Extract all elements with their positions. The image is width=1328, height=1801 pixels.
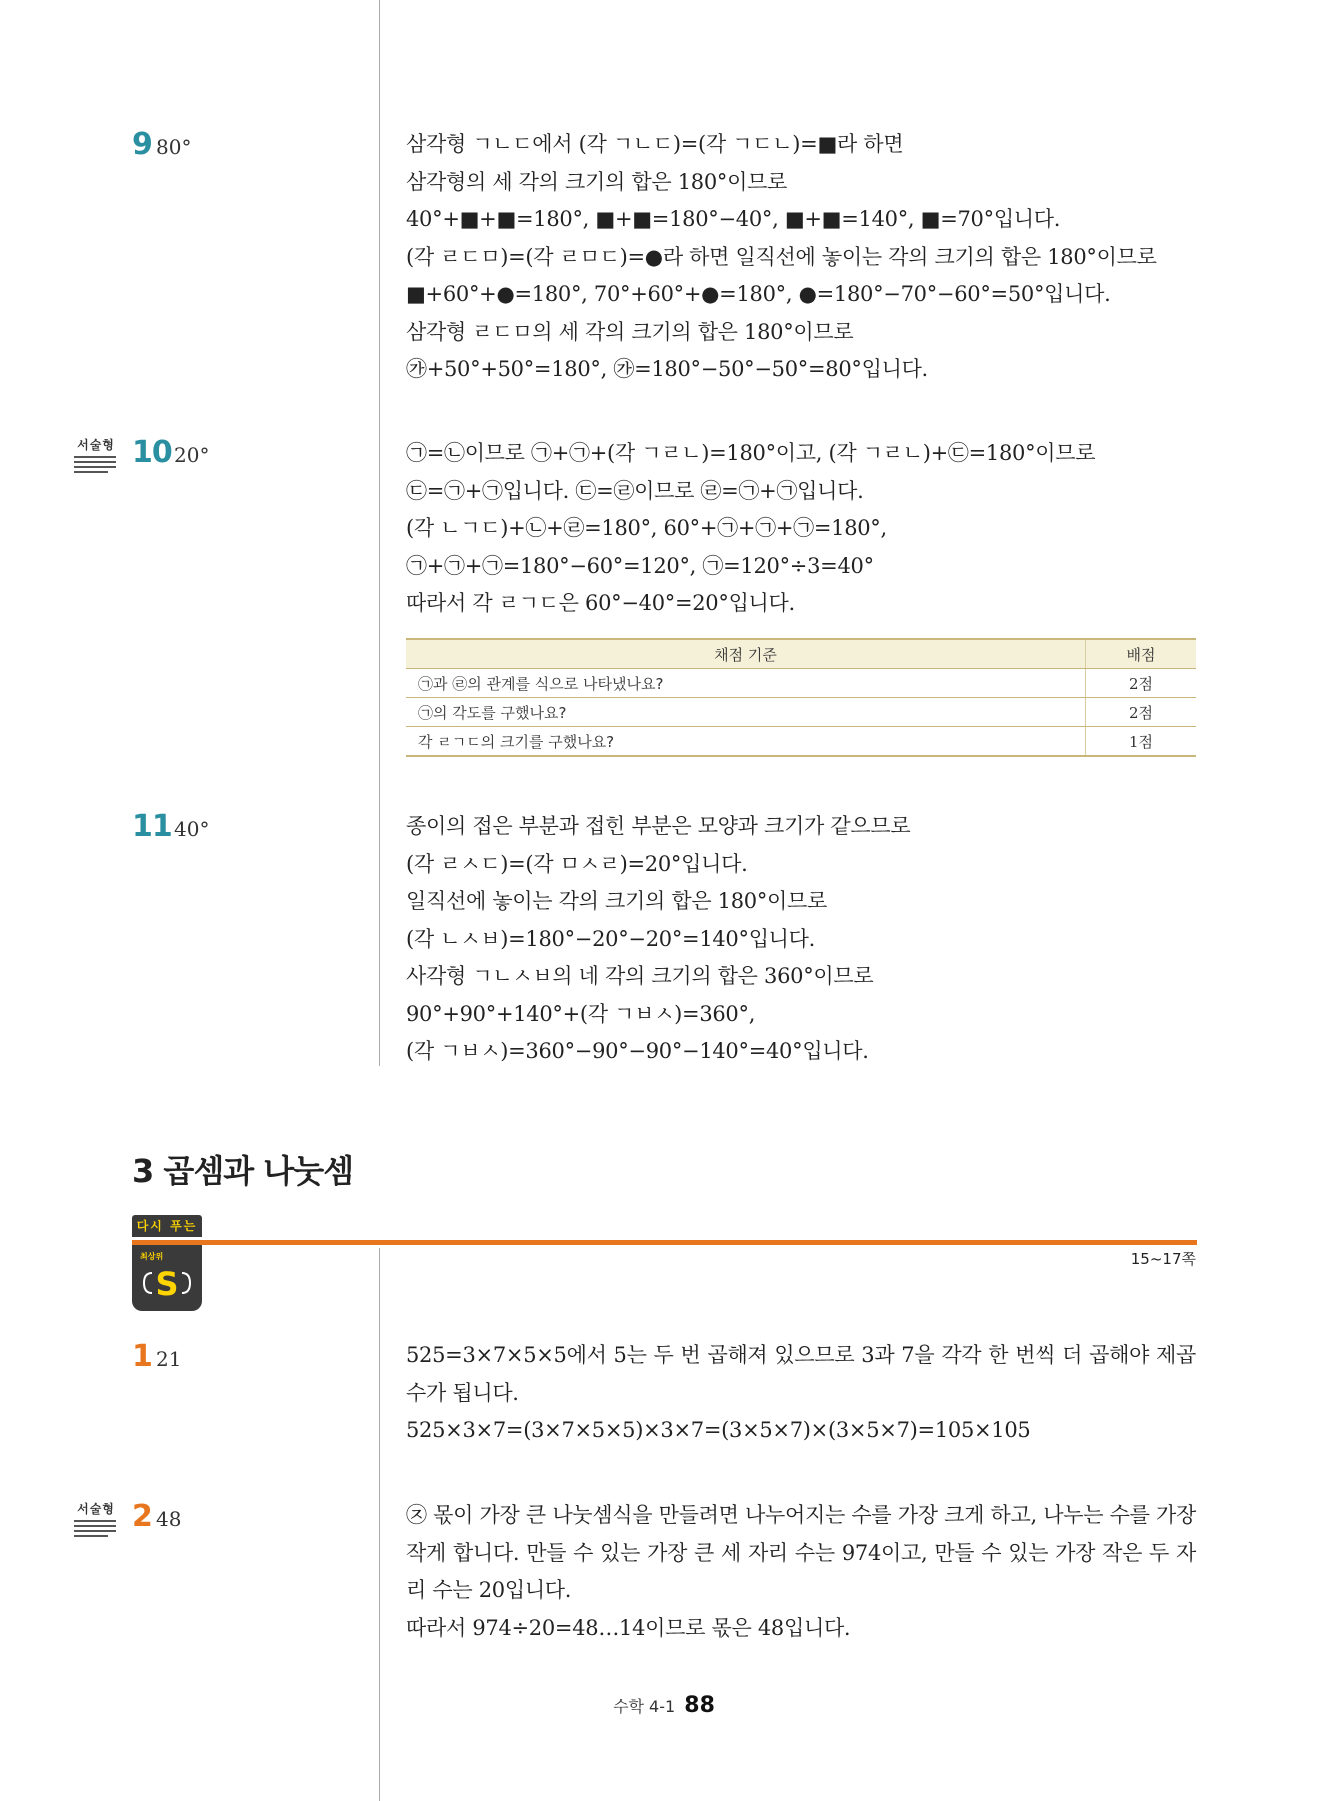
table-row — [406, 727, 1196, 757]
problem-answer: 20° — [174, 443, 210, 467]
problem-number: 11 — [132, 809, 172, 844]
solution-line: (각 ㄱㅂㅅ)=360°−90°−90°−140°=40°입니다. — [406, 1039, 869, 1063]
problem-9-solution — [406, 126, 1206, 389]
column-divider — [379, 0, 380, 1066]
s-logo-icon — [138, 1261, 196, 1305]
solution-line: 일직선에 놓이는 각의 크기의 합은 180°이므로 — [406, 889, 828, 913]
solution-line: ㉠=㉡이므로 ㉠+㉠+(각 ㄱㄹㄴ)=180°이고, (각 ㄱㄹㄴ)+㉢=180°이므로 — [406, 441, 1096, 465]
problem-answer: 80° — [156, 135, 192, 159]
solution-line: 삼각형 ㄱㄴㄷ에서 (각 ㄱㄴㄷ)=(각 ㄱㄷㄴ)=■라 하면 — [406, 132, 904, 156]
notepad-icon — [74, 456, 116, 473]
page-footer — [0, 1693, 1328, 1718]
scoring-table — [406, 638, 1196, 757]
top-level-label: 최상위 — [140, 1252, 164, 1261]
problem-1-solution — [406, 1337, 1196, 1450]
table-row — [406, 669, 1196, 698]
scoring-points: 1점 — [1086, 727, 1197, 757]
chapter-divider — [132, 1240, 1197, 1245]
solution-line: ㉢=㉠+㉠입니다. ㉢=㉣이므로 ㉣=㉠+㉠입니다. — [406, 478, 864, 503]
scoring-points-header: 배점 — [1086, 639, 1197, 669]
problem-answer: 40° — [174, 817, 210, 841]
scoring-header-row — [406, 639, 1196, 669]
essay-type-badge — [74, 436, 118, 476]
scoring-criteria: ㉠과 ㉣의 관계를 식으로 나타냈나요? — [406, 669, 1086, 698]
column-divider-lower — [379, 1248, 380, 1801]
s-logo-letter: S — [155, 1265, 179, 1303]
solution-line: ㉮+50°+50°=180°, ㉮=180°−50°−50°=80°입니다. — [406, 357, 928, 381]
problem-10-solution — [406, 435, 1206, 623]
solution-line: 사각형 ㄱㄴㅅㅂ의 네 각의 크기의 합은 360°이므로 — [406, 964, 874, 988]
solution-line: (각 ㄴㅅㅂ)=180°−20°−20°=140°입니다. — [406, 926, 816, 951]
solution-line: ■+60°+●=180°, 70°+60°+●=180°, ●=180°−70°−60°=50°입니다. — [406, 282, 1111, 306]
problem-number: 10 — [132, 435, 172, 470]
solution-line: 삼각형 ㄹㄷㅁ의 세 각의 크기의 합은 180°이므로 — [406, 319, 854, 344]
problem-number: 1 — [132, 1339, 152, 1374]
essay-type-label: 서술형 — [77, 438, 115, 452]
scoring-criteria-header: 채점 기준 — [406, 639, 1086, 669]
top-level-badge — [132, 1245, 202, 1311]
problem-11-solution — [406, 808, 1206, 1071]
solution-line: 525×3×7=(3×7×5×5)×3×7=(3×5×7)×(3×5×7)=105×105 — [406, 1418, 1031, 1442]
page-range: 15~17쪽 — [1130, 1250, 1196, 1268]
solution-line: ㉠+㉠+㉠=180°−60°=120°, ㉠=120°÷3=40° — [406, 553, 874, 578]
scoring-criteria: ㉠의 각도를 구했나요? — [406, 698, 1086, 727]
problem-number: 9 — [132, 127, 152, 162]
solution-line: 40°+■+■=180°, ■+■=180°−40°, ■+■=140°, ■=70°입니다. — [406, 207, 1061, 231]
problem-number: 2 — [132, 1499, 152, 1534]
solution-paragraph: 525=3×7×5×5에서 5는 두 번 곱해져 있으므로 3과 7을 각각 한 번씩 더 곱해야 제곱수가 됩니다. — [406, 1343, 1196, 1405]
solution-paragraph: ㉨ 몫이 가장 큰 나눗셈식을 만들려면 나누어지는 수를 가장 크게 하고, 나누는 수를 가장 작게 합니다. 만들 수 있는 가장 큰 세 자리 수는 974이고, 만들 수 있는 가장 작은 두 자리 수는 20입니다. — [406, 1503, 1196, 1602]
problem-answer: 48 — [156, 1507, 182, 1531]
scoring-points: 2점 — [1086, 669, 1197, 698]
solution-line: 90°+90°+140°+(각 ㄱㅂㅅ)=360°, — [406, 1001, 756, 1026]
scoring-criteria: 각 ㄹㄱㄷ의 크기를 구했나요? — [406, 727, 1086, 757]
book-title: 수학 4-1 — [613, 1697, 676, 1716]
retry-badge-label: 다시 푸는 — [132, 1215, 202, 1237]
scoring-points: 2점 — [1086, 698, 1197, 727]
notepad-icon — [74, 1520, 116, 1537]
solution-line: (각 ㄹㄷㅁ)=(각 ㄹㅁㄷ)=●라 하면 일직선에 놓이는 각의 크기의 합은 180°이므로 — [406, 244, 1157, 269]
problem-2-solution — [406, 1497, 1196, 1647]
solution-line: (각 ㄴㄱㄷ)+㉡+㉣=180°, 60°+㉠+㉠+㉠=180°, — [406, 516, 887, 540]
solution-line: 종이의 접은 부분과 접힌 부분은 모양과 크기가 같으므로 — [406, 814, 911, 838]
table-row — [406, 698, 1196, 727]
solution-line: 삼각형의 세 각의 크기의 합은 180°이므로 — [406, 169, 788, 194]
solution-line: 따라서 974÷20=48…14이므로 몫은 48입니다. — [406, 1615, 851, 1640]
essay-type-label: 서술형 — [77, 1502, 115, 1516]
chapter-title: 3 곱셈과 나눗셈 — [132, 1152, 354, 1190]
solution-line: (각 ㄹㅅㄷ)=(각 ㅁㅅㄹ)=20°입니다. — [406, 851, 748, 876]
essay-type-badge — [74, 1500, 118, 1540]
page-number: 88 — [684, 1693, 715, 1718]
problem-answer: 21 — [156, 1347, 182, 1371]
solution-line: 따라서 각 ㄹㄱㄷ은 60°−40°=20°입니다. — [406, 591, 795, 615]
